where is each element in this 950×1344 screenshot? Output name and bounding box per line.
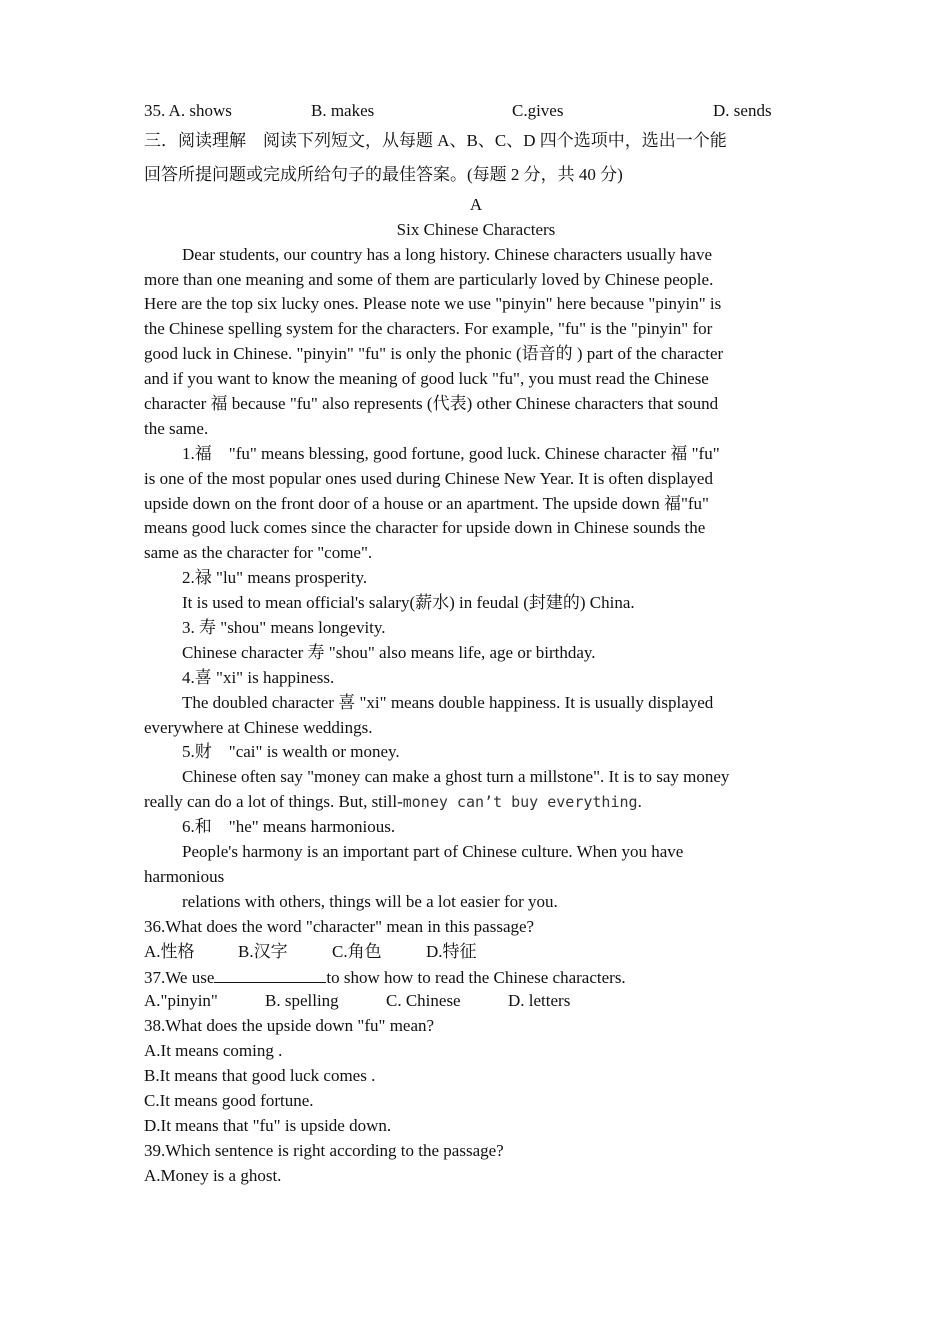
- section-heading-line2: 回答所提问题或完成所给句子的最佳答案。(每题 2 分，共 40 分): [144, 164, 623, 184]
- q38-stem: 38.What does the upside down "fu" mean?: [144, 1016, 435, 1036]
- q37-options: [144, 989, 808, 1014]
- section-heading-line1: 三．阅读理解 阅读下列短文，从每题 A、B、C、D 四个选项中，选出一个能: [144, 130, 727, 150]
- q37-option-a: A."pinyin": [144, 991, 218, 1011]
- q37-stem-end: to show how to read the Chinese characters.: [326, 967, 626, 987]
- q37-option-c: C. Chinese: [386, 991, 461, 1011]
- passage-line: Dear students, our country has a long history. Chinese characters usually have: [182, 244, 712, 264]
- exam-page: [144, 99, 808, 1189]
- item4-heading: 4.喜 "xi" is happiness.: [182, 667, 335, 687]
- item3-body: Chinese character 寿 "shou" also means life, age or birthday.: [182, 642, 596, 662]
- q35-option-c: C.gives: [512, 101, 564, 120]
- passage-line: good luck in Chinese. "pinyin" "fu" is only the phonic (语音的 ) part of the character: [144, 344, 724, 364]
- item1-line: upside down on the front door of a house or an apartment. The upside down 福"fu": [144, 493, 710, 513]
- passage-line: more than one meaning and some of them are particularly loved by Chinese people.: [144, 269, 714, 289]
- q35-option-b: B. makes: [311, 101, 375, 120]
- q36-option-a: A.性格: [144, 941, 195, 961]
- q36-option-b: B.汉字: [238, 941, 288, 961]
- q36-options: [144, 940, 808, 965]
- item2-body: It is used to mean official's salary(薪水) in feudal (封建的) China.: [182, 593, 635, 613]
- q39-stem: 39.Which sentence is right according to the passage?: [144, 1140, 504, 1160]
- item2-heading: 2.禄 "lu" means prosperity.: [182, 568, 368, 588]
- q35-option-a: 35. A. shows: [144, 101, 232, 120]
- item6-heading: 6.和 "he" means harmonious.: [182, 817, 396, 837]
- item5-body-end: .: [637, 792, 642, 812]
- item1-line: means good luck comes since the character for upside down in Chinese sounds the: [144, 518, 706, 538]
- q35-options: [144, 99, 808, 124]
- item1-line: 1.福 "fu" means blessing, good fortune, good luck. Chinese character 福 "fu": [182, 443, 720, 463]
- item5-body-mono: money can’t buy everything: [402, 793, 638, 812]
- item5-body: [144, 790, 808, 815]
- item6-body: harmonious: [144, 866, 225, 886]
- q37-stem-start: 37.We use: [144, 967, 215, 987]
- q37-option-b: B. spelling: [265, 991, 339, 1011]
- passage-line: and if you want to know the meaning of good luck "fu", you must read the Chinese: [144, 369, 709, 389]
- q36-option-d: D.特征: [426, 941, 477, 961]
- q38-option-a: A.It means coming .: [144, 1041, 283, 1061]
- item1-line: same as the character for "come".: [144, 543, 373, 563]
- q37-stem: [144, 965, 808, 990]
- passage-line: the Chinese spelling system for the characters. For example, "fu" is the "pinyin" for: [144, 319, 713, 339]
- item3-heading: 3. 寿 "shou" means longevity.: [182, 618, 386, 638]
- q35-option-d: D. sends: [713, 101, 772, 120]
- q38-option-c: C.It means good fortune.: [144, 1090, 314, 1110]
- item4-body: everywhere at Chinese weddings.: [144, 717, 373, 737]
- q39-option-a: A.Money is a ghost.: [144, 1165, 282, 1185]
- q38-option-d: D.It means that "fu" is upside down.: [144, 1115, 392, 1135]
- q37-option-d: D. letters: [508, 991, 571, 1011]
- item1-line: is one of the most popular ones used during Chinese New Year. It is often displayed: [144, 468, 713, 488]
- passage-line: character 福 because "fu" also represents (代表) other Chinese characters that sound: [144, 394, 719, 414]
- passage-line: the same.: [144, 418, 209, 438]
- q38-option-b: B.It means that good luck comes .: [144, 1066, 376, 1086]
- item5-body-text: really can do a lot of things. But, still-: [144, 792, 403, 812]
- item4-body: The doubled character 喜 "xi" means double happiness. It is usually displayed: [182, 692, 714, 712]
- passage-label: A: [469, 194, 483, 214]
- item5-body: Chinese often say "money can make a ghost turn a millstone". It is to say money: [182, 767, 730, 787]
- q36-option-c: C.角色: [332, 941, 382, 961]
- item6-body: People's harmony is an important part of Chinese culture. When you have: [182, 842, 684, 862]
- item6-body: relations with others, things will be a lot easier for you.: [182, 891, 558, 911]
- q37-blank: [214, 965, 326, 983]
- passage-title: Six Chinese Characters: [396, 219, 556, 239]
- q36-stem: 36.What does the word "character" mean in this passage?: [144, 916, 535, 936]
- passage-line: Here are the top six lucky ones. Please note we use "pinyin" here because "pinyin" is: [144, 294, 722, 314]
- item5-heading: 5.财 "cai" is wealth or money.: [182, 742, 400, 762]
